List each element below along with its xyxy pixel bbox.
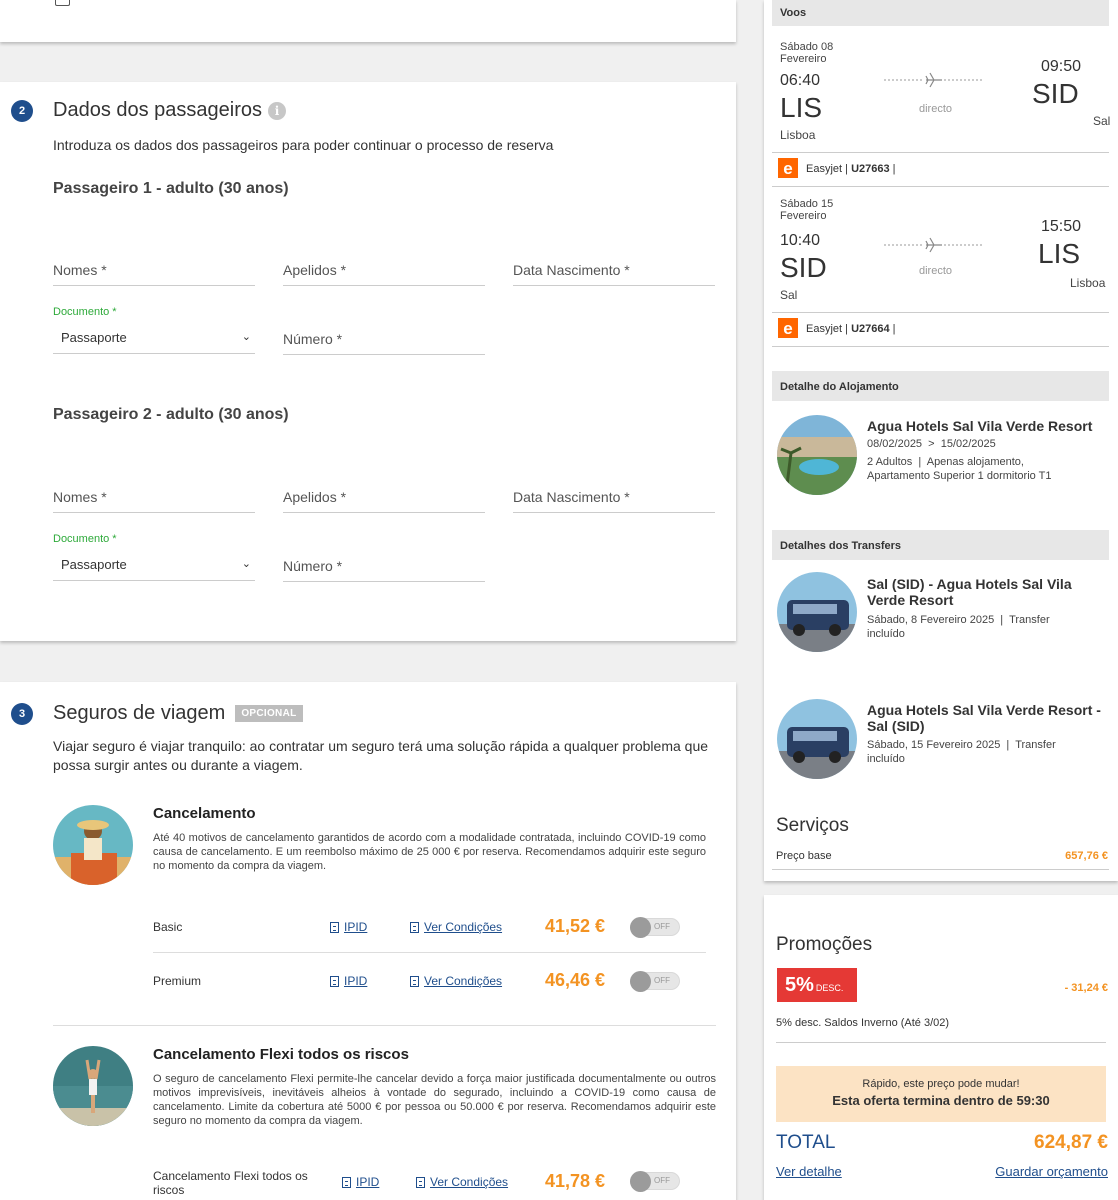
- yoga-image: [53, 1046, 133, 1126]
- document-icon: [410, 922, 419, 933]
- document-value: Passaporte: [61, 557, 127, 572]
- hotel-name: Agua Hotels Sal Vila Verde Resort: [867, 418, 1093, 434]
- flight-date: Sábado 08 Fevereiro: [780, 41, 834, 65]
- airline-name: Easyjet |: [806, 163, 848, 175]
- insurance-product-description: O seguro de cancelamento Flexi permite-lhe cancelar devido a força maior justificada documentalmente ou outros motivos imprevisíveis, inevitáveis alheios à vontade do segurado, incluindo a COVID-19 como causa de cancelamento. Limite da cobertura até 5000 € por pessoa ou 50.000 € por reserva. Recomendamos adquirir este seguro no momento da compra da viagem.: [153, 1073, 716, 1127]
- divider: [53, 1025, 716, 1026]
- document-icon: [410, 976, 419, 987]
- departure-time: 06:40: [780, 72, 821, 89]
- arrival-time: 15:50: [1041, 218, 1082, 235]
- previous-step-card: [0, 0, 736, 42]
- insurance-product-title: Cancelamento Flexi todos os riscos: [153, 1046, 409, 1063]
- conditions-link[interactable]: [410, 974, 502, 988]
- document-label: Documento *: [53, 306, 117, 318]
- departure-city: Sal: [780, 288, 798, 302]
- departure-airport: SID: [780, 252, 827, 283]
- stops-label: directo: [919, 265, 953, 277]
- step-number: 2: [11, 100, 33, 122]
- total-price: 624,87 €: [1034, 1132, 1108, 1153]
- document-icon: [416, 1177, 425, 1188]
- urgency-line2: Esta oferta termina dentro de 59:30: [832, 1093, 1050, 1108]
- transfer-van-image: [777, 572, 857, 652]
- birth-date-input[interactable]: Data Nascimento *: [513, 262, 715, 286]
- arrival-city: Lisboa: [1070, 276, 1106, 290]
- flight-number: U27664: [851, 323, 890, 335]
- hotel-image: [777, 415, 857, 495]
- checkbox[interactable]: [55, 0, 70, 6]
- document-number-input[interactable]: Número *: [283, 331, 485, 355]
- ipid-link[interactable]: [330, 920, 367, 934]
- accommodation-header: Detalhe do Alojamento: [772, 371, 1109, 401]
- conditions-link[interactable]: [410, 920, 502, 934]
- transfer-details: Sábado, 8 Fevereiro 2025 | Transfer incluído: [867, 614, 1053, 640]
- save-quote-link[interactable]: Guardar orçamento: [995, 1164, 1108, 1179]
- birth-date-input[interactable]: Data Nascimento *: [513, 489, 715, 513]
- conditions-link-label: Ver Condições: [424, 920, 503, 934]
- discount-amount: - 31,24 €: [1064, 982, 1108, 994]
- transfer-van-image: [777, 699, 857, 779]
- arrival-airport: LIS: [1038, 238, 1081, 269]
- insurance-option-name: Cancelamento Flexi todos os riscos: [153, 1169, 308, 1197]
- info-icon[interactable]: i: [268, 102, 286, 120]
- toggle-state: OFF: [654, 922, 670, 931]
- toggle-knob: [630, 1171, 651, 1192]
- toggle-state: OFF: [654, 1176, 670, 1185]
- chevron-down-icon: ⌄: [241, 558, 251, 570]
- passenger-title: Passageiro 1 - adulto (30 anos): [53, 180, 289, 197]
- insurance-product-title: Cancelamento: [153, 805, 256, 822]
- traveler-image: [53, 805, 133, 885]
- transfers-header: Detalhes dos Transfers: [772, 530, 1109, 560]
- arrival-time: 09:50: [1041, 58, 1082, 75]
- section-title: [53, 99, 286, 122]
- ipid-link[interactable]: [342, 1175, 379, 1189]
- insurance-product-description: Até 40 motivos de cancelamento garantidos de acordo com a modalidade contratada, incluindo COVID-19 como causa de cancelamento. E um reembolso máximo de 25 000 € por reserva. Recomendamos adquirir este seguro no momento da compra da viagem.: [153, 832, 706, 872]
- plane-icon: [880, 235, 988, 255]
- insurance-price: 41,78 €: [545, 1171, 606, 1191]
- departure-city: Lisboa: [780, 128, 816, 142]
- toggle-state: OFF: [654, 976, 670, 985]
- airline-info: [806, 323, 896, 335]
- passenger-title: Passageiro 2 - adulto (30 anos): [53, 406, 289, 423]
- chevron-down-icon: ⌄: [241, 331, 251, 343]
- urgency-banner: [776, 1066, 1106, 1122]
- toggle-knob: [630, 971, 651, 992]
- hotel-dates: 08/02/2025 > 15/02/2025: [867, 438, 996, 450]
- conditions-link[interactable]: [416, 1175, 508, 1189]
- plane-icon: [880, 70, 988, 90]
- document-label: Documento *: [53, 533, 117, 545]
- airline-info: [806, 163, 896, 175]
- base-price-label: Preço base: [776, 850, 832, 862]
- divider: [776, 1042, 1106, 1043]
- document-select[interactable]: [53, 557, 255, 581]
- urgency-line1: Rápido, este preço pode mudar!: [862, 1078, 1020, 1090]
- hotel-details: 2 Adultos | Apenas alojamento, Apartamento Superior 1 dormitorio T1: [867, 456, 1052, 482]
- easyjet-logo-icon: e: [778, 318, 798, 338]
- departure-airport: LIS: [780, 92, 823, 123]
- toggle-knob: [630, 917, 651, 938]
- arrival-city: Sal: [1093, 114, 1111, 128]
- flight-separator: |: [892, 163, 896, 175]
- flight-date: Sábado 15 Fevereiro: [780, 198, 834, 222]
- insurance-toggle[interactable]: [630, 1172, 680, 1190]
- insurance-price: 46,46 €: [545, 970, 606, 990]
- insurance-title: Seguros de viagem: [53, 702, 226, 724]
- transfer-details: Sábado, 15 Fevereiro 2025 | Transfer incluído: [867, 739, 1059, 765]
- stops-label: directo: [919, 103, 953, 115]
- flight-separator: |: [892, 323, 896, 335]
- conditions-link-label: Ver Condições: [424, 974, 503, 988]
- passengers-title: Dados dos passageiros: [53, 99, 263, 121]
- document-value: Passaporte: [61, 330, 127, 345]
- divider: [772, 152, 1109, 153]
- view-details-link[interactable]: Ver detalhe: [776, 1164, 842, 1179]
- divider: [772, 312, 1109, 313]
- divider: [772, 186, 1109, 187]
- insurance-toggle[interactable]: [630, 972, 680, 990]
- first-name-input[interactable]: Nomes *: [53, 489, 255, 513]
- document-icon: [342, 1177, 351, 1188]
- departure-time: 10:40: [780, 232, 821, 249]
- passengers-subtitle: Introduza os dados dos passageiros para poder continuar o processo de reserva: [53, 137, 554, 153]
- conditions-link-label: Ver Condições: [430, 1175, 509, 1189]
- ipid-link-label: IPID: [356, 1175, 380, 1189]
- airline-name: Easyjet |: [806, 323, 848, 335]
- flights-header: Voos: [772, 0, 1109, 26]
- divider: [772, 346, 1109, 347]
- insurance-subtitle: Viajar seguro é viajar tranquilo: ao contratar um seguro terá uma solução rápida a qualquer problema que possa surgir antes ou durante a viagem.: [53, 738, 709, 773]
- arrival-airport: SID: [1032, 78, 1079, 109]
- discount-badge: [777, 968, 857, 1002]
- transfer-title: Sal (SID) - Agua Hotels Sal Vila Verde Resort: [867, 576, 1072, 608]
- first-name-input[interactable]: Nomes *: [53, 262, 255, 286]
- document-number-input[interactable]: Número *: [283, 558, 485, 582]
- last-name-input[interactable]: Apelidos *: [283, 262, 485, 286]
- ipid-link-label: IPID: [344, 974, 368, 988]
- step-number: 3: [11, 703, 33, 725]
- ipid-link[interactable]: [330, 974, 367, 988]
- section-title: [53, 702, 303, 725]
- insurance-price: 41,52 €: [545, 916, 606, 936]
- base-price-value: 657,76 €: [1065, 850, 1108, 862]
- flight-number: U27663: [851, 163, 890, 175]
- promotions-title: Promoções: [776, 934, 873, 955]
- transfer-title: Agua Hotels Sal Vila Verde Resort - Sal (SID): [867, 702, 1101, 734]
- insurance-option-name: Basic: [153, 920, 183, 934]
- last-name-input[interactable]: Apelidos *: [283, 489, 485, 513]
- ipid-link-label: IPID: [344, 920, 368, 934]
- document-icon: [330, 976, 339, 987]
- easyjet-logo-icon: e: [778, 158, 798, 178]
- services-title: Serviços: [776, 815, 849, 836]
- discount-label: DESC.: [815, 983, 844, 993]
- document-icon: [330, 922, 339, 933]
- insurance-toggle[interactable]: [630, 918, 680, 936]
- document-select[interactable]: [53, 330, 255, 354]
- total-label: TOTAL: [776, 1132, 836, 1153]
- insurance-option-name: Premium: [153, 974, 202, 988]
- promotion-description: 5% desc. Saldos Inverno (Até 3/02): [776, 1017, 950, 1029]
- discount-percent: 5%: [785, 973, 814, 996]
- divider: [153, 952, 706, 953]
- optional-badge: OPCIONAL: [235, 705, 302, 722]
- divider: [772, 869, 1109, 870]
